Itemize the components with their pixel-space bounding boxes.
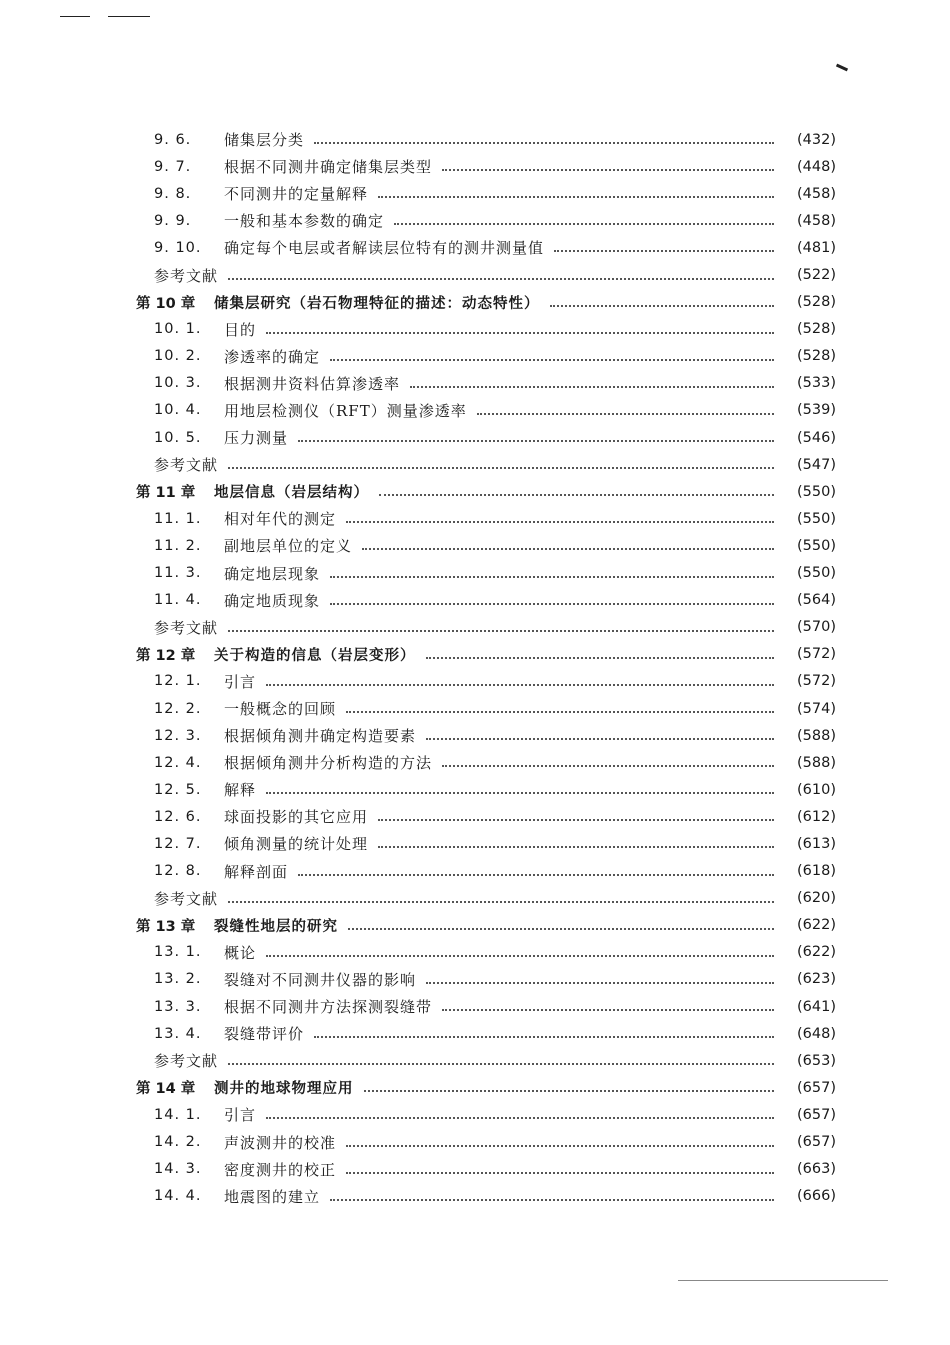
scan-mark-bottom-right [678, 1280, 888, 1281]
scan-mark-top-left-2 [108, 16, 150, 17]
dot-leader [330, 358, 774, 361]
section-number: 14. 4. [154, 1188, 202, 1205]
toc-section-entry [136, 668, 836, 695]
dot-leader [346, 1171, 774, 1174]
entry-title: 根据测井资料估算渗透率 [224, 374, 401, 393]
dot-leader [442, 1008, 774, 1011]
page-number: (666) [797, 1188, 836, 1205]
dot-leader [410, 385, 774, 388]
dot-leader [228, 1062, 774, 1065]
page-number: (657) [797, 1134, 836, 1151]
page-number: (618) [797, 863, 836, 880]
entry-title: 测井的地球物理应用 [214, 1081, 354, 1098]
page-number: (657) [797, 1079, 836, 1096]
page-number: (547) [797, 456, 836, 473]
dot-leader [348, 927, 774, 930]
dot-leader [228, 900, 774, 903]
section-number: 10. 3. [154, 375, 202, 392]
entry-title: 声波测井的校准 [224, 1133, 337, 1152]
section-number: 9. 6. [154, 131, 192, 148]
section-number: 12. 5. [154, 781, 202, 798]
toc-section-entry [136, 532, 836, 559]
page-number: (657) [797, 1106, 836, 1123]
dot-leader [266, 791, 774, 794]
toc-references-entry [136, 1047, 836, 1074]
page-number: (641) [797, 998, 836, 1015]
section-number: 9. 9. [154, 212, 192, 229]
page-number: (620) [797, 890, 836, 907]
toc-references-entry [136, 885, 836, 912]
page-number: (612) [797, 808, 836, 825]
dot-leader [364, 1089, 775, 1092]
page-number: (588) [797, 754, 836, 771]
scan-mark-top-left [60, 16, 90, 17]
toc-section-entry [136, 939, 836, 966]
toc-section-entry [136, 126, 836, 153]
section-number: 10. 2. [154, 348, 202, 365]
page-number: (539) [797, 402, 836, 419]
entry-title: 储集层分类 [224, 131, 305, 150]
entry-title: 地震图的建立 [224, 1187, 321, 1206]
section-number: 13. 4. [154, 1025, 202, 1042]
page-number: (653) [797, 1052, 836, 1069]
toc-chapter-entry [136, 641, 836, 668]
toc-section-entry [136, 858, 836, 885]
dot-leader [298, 439, 774, 442]
dot-leader [346, 520, 774, 523]
section-number: 13. 2. [154, 971, 202, 988]
section-number: 11. 1. [154, 510, 202, 527]
toc-references-entry [136, 261, 836, 288]
dot-leader [426, 737, 774, 740]
toc-chapter-entry [136, 289, 836, 316]
dot-leader [477, 412, 774, 415]
page-number: (546) [797, 429, 836, 446]
toc-section-entry [136, 180, 836, 207]
section-number: 9. 10. [154, 239, 202, 256]
page-number: (533) [797, 375, 836, 392]
entry-title: 压力测量 [224, 429, 289, 448]
dot-leader [346, 710, 774, 713]
page-number: (622) [797, 944, 836, 961]
section-number: 12. 6. [154, 808, 202, 825]
entry-title: 确定地质现象 [224, 591, 321, 610]
entry-title: 参考文献 [154, 266, 219, 285]
toc-section-entry [136, 234, 836, 261]
page-number: (432) [797, 131, 836, 148]
dot-leader [426, 981, 774, 984]
dot-leader [550, 304, 775, 307]
section-number: 12. 4. [154, 754, 202, 771]
section-number: 14. 3. [154, 1161, 202, 1178]
entry-title: 根据不同测井确定储集层类型 [224, 158, 433, 177]
entry-title: 参考文献 [154, 618, 219, 637]
entry-title: 关于构造的信息（岩层变形） [214, 647, 416, 664]
chapter-number: 第 13 章 [136, 918, 196, 935]
entry-title: 根据倾角测井分析构造的方法 [224, 754, 433, 773]
dot-leader [330, 1198, 774, 1201]
toc-section-entry [136, 1183, 836, 1210]
section-number: 12. 8. [154, 863, 202, 880]
table-of-contents [136, 126, 836, 1210]
page-number: (448) [797, 158, 836, 175]
section-number: 11. 4. [154, 592, 202, 609]
dot-leader [378, 845, 774, 848]
entry-title: 目的 [224, 320, 257, 339]
page-number: (550) [797, 565, 836, 582]
entry-title: 倾角测量的统计处理 [224, 835, 369, 854]
dot-leader [378, 195, 774, 198]
section-number: 12. 2. [154, 700, 202, 717]
toc-references-entry [136, 614, 836, 641]
dot-leader [228, 629, 774, 632]
section-number: 10. 5. [154, 429, 202, 446]
entry-title: 地层信息（岩层结构） [214, 485, 369, 502]
toc-section-entry [136, 993, 836, 1020]
section-number: 12. 3. [154, 727, 202, 744]
dot-leader [228, 466, 774, 469]
chapter-number: 第 11 章 [136, 485, 196, 502]
toc-section-entry [136, 830, 836, 857]
dot-leader [266, 954, 774, 957]
page-number: (572) [797, 646, 836, 663]
entry-title: 副地层单位的定义 [224, 537, 353, 556]
section-number: 13. 3. [154, 998, 202, 1015]
dot-leader [314, 1035, 774, 1038]
dot-leader [228, 277, 774, 280]
toc-section-entry [136, 803, 836, 830]
dot-leader [378, 818, 774, 821]
entry-title: 参考文献 [154, 456, 219, 475]
toc-section-entry [136, 587, 836, 614]
page-number: (610) [797, 781, 836, 798]
toc-chapter-entry [136, 912, 836, 939]
toc-section-entry [136, 1101, 836, 1128]
entry-title: 确定每个电层或者解读层位特有的测井测量值 [224, 239, 545, 258]
page-number: (648) [797, 1025, 836, 1042]
toc-section-entry [136, 153, 836, 180]
entry-title: 储集层研究（岩石物理特征的描述：动态特性） [214, 295, 540, 312]
entry-title: 裂缝性地层的研究 [214, 918, 338, 935]
toc-section-entry [136, 1156, 836, 1183]
page-number: (623) [797, 971, 836, 988]
section-number: 9. 8. [154, 185, 192, 202]
section-number: 12. 7. [154, 835, 202, 852]
chapter-number: 第 14 章 [136, 1081, 196, 1098]
entry-title: 裂缝带评价 [224, 1025, 305, 1044]
page-number: (458) [797, 185, 836, 202]
toc-section-entry [136, 560, 836, 587]
entry-title: 参考文献 [154, 1052, 219, 1071]
entry-title: 密度测井的校正 [224, 1160, 337, 1179]
page-number: (458) [797, 212, 836, 229]
chapter-number: 第 12 章 [136, 647, 196, 664]
dot-leader [426, 656, 775, 659]
dot-leader [298, 873, 774, 876]
entry-title: 概论 [224, 943, 257, 962]
dot-leader [442, 168, 774, 171]
entry-title: 引言 [224, 672, 257, 691]
entry-title: 一般和基本参数的确定 [224, 212, 385, 231]
page-number: (574) [797, 700, 836, 717]
page-number: (588) [797, 727, 836, 744]
dot-leader [314, 141, 774, 144]
toc-section-entry [136, 749, 836, 776]
toc-section-entry [136, 316, 836, 343]
section-number: 12. 1. [154, 673, 202, 690]
section-number: 11. 3. [154, 565, 202, 582]
page-number: (550) [797, 483, 836, 500]
entry-title: 参考文献 [154, 889, 219, 908]
toc-chapter-entry [136, 1074, 836, 1101]
dot-leader [442, 764, 774, 767]
dot-leader [266, 1116, 774, 1119]
page-number: (564) [797, 592, 836, 609]
entry-title: 解释剖面 [224, 862, 289, 881]
dot-leader [346, 1144, 774, 1147]
entry-title: 渗透率的确定 [224, 347, 321, 366]
section-number: 13. 1. [154, 944, 202, 961]
toc-section-entry [136, 1020, 836, 1047]
page-number: (528) [797, 348, 836, 365]
entry-title: 根据不同测井方法探测裂缝带 [224, 998, 433, 1017]
toc-section-entry [136, 505, 836, 532]
entry-title: 确定地层现象 [224, 564, 321, 583]
section-number: 10. 4. [154, 402, 202, 419]
entry-title: 用地层检测仪（RFT）测量渗透率 [224, 401, 467, 420]
dot-leader [330, 602, 774, 605]
section-number: 11. 2. [154, 537, 202, 554]
section-number: 9. 7. [154, 158, 192, 175]
toc-section-entry [136, 207, 836, 234]
dot-leader [266, 683, 774, 686]
dot-leader [266, 331, 774, 334]
toc-section-entry [136, 397, 836, 424]
toc-references-entry [136, 451, 836, 478]
page-number: (528) [797, 294, 836, 311]
page-number: (528) [797, 321, 836, 338]
page-number: (572) [797, 673, 836, 690]
chapter-number: 第 10 章 [136, 295, 196, 312]
toc-section-entry [136, 1128, 836, 1155]
dot-leader [394, 222, 774, 225]
page-number: (550) [797, 537, 836, 554]
page-number: (622) [797, 917, 836, 934]
page-number: (663) [797, 1161, 836, 1178]
dot-leader [330, 575, 774, 578]
entry-title: 引言 [224, 1106, 257, 1125]
page-number: (550) [797, 510, 836, 527]
toc-section-entry [136, 370, 836, 397]
dot-leader [379, 493, 774, 496]
page-number: (522) [797, 267, 836, 284]
page-number: (481) [797, 239, 836, 256]
page-number: (570) [797, 619, 836, 636]
scan-mark-top-right [836, 64, 848, 72]
page-number: (613) [797, 835, 836, 852]
toc-section-entry [136, 722, 836, 749]
dot-leader [362, 547, 774, 550]
entry-title: 一般概念的回顾 [224, 700, 337, 719]
entry-title: 裂缝对不同测井仪器的影响 [224, 970, 417, 989]
section-number: 14. 2. [154, 1134, 202, 1151]
toc-section-entry [136, 343, 836, 370]
dot-leader [554, 249, 774, 252]
toc-section-entry [136, 776, 836, 803]
entry-title: 解释 [224, 781, 257, 800]
entry-title: 球面投影的其它应用 [224, 808, 369, 827]
entry-title: 不同测井的定量解释 [224, 185, 369, 204]
entry-title: 根据倾角测井确定构造要素 [224, 727, 417, 746]
section-number: 10. 1. [154, 321, 202, 338]
toc-chapter-entry [136, 478, 836, 505]
toc-section-entry [136, 424, 836, 451]
toc-section-entry [136, 695, 836, 722]
section-number: 14. 1. [154, 1106, 202, 1123]
toc-section-entry [136, 966, 836, 993]
entry-title: 相对年代的测定 [224, 510, 337, 529]
